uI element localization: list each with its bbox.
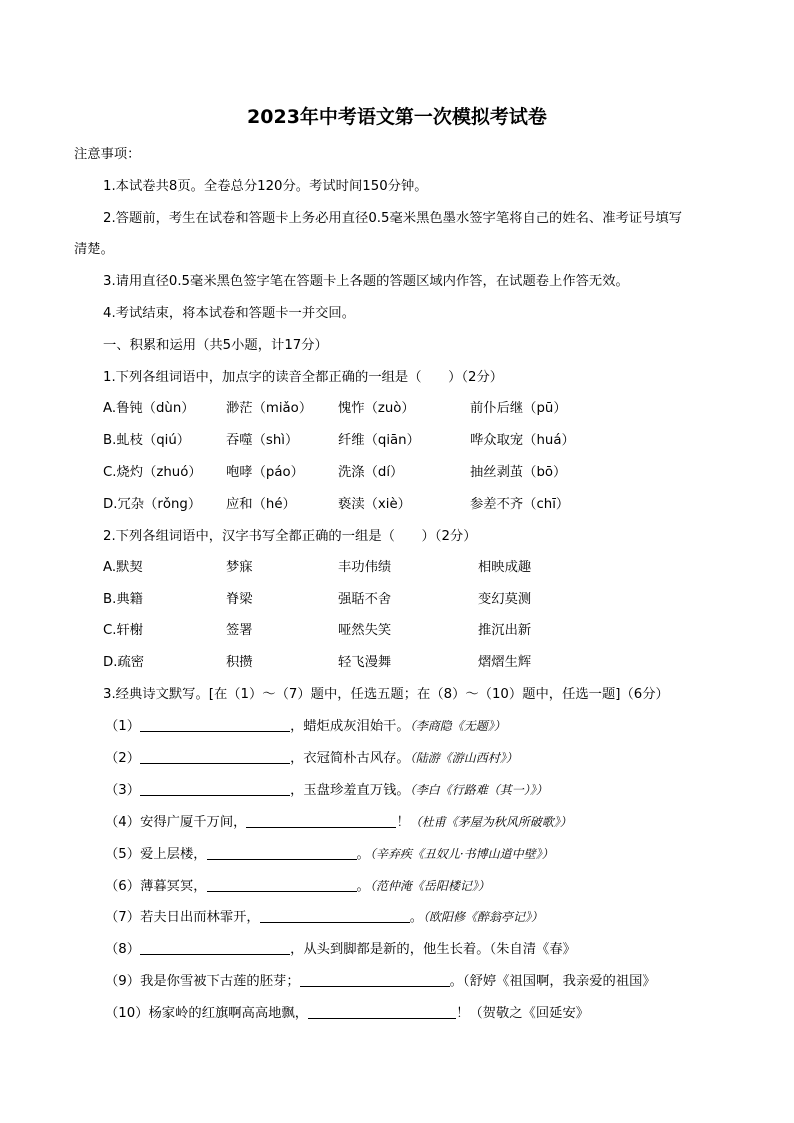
exam-title: 2023年中考语文第一次模拟考试卷	[247, 106, 547, 128]
q3-item-5-source: （辛弃疾《丑奴儿·书博山道中壁》）	[369, 847, 554, 861]
q2-a-1: A.默契	[103, 560, 143, 575]
q3-item-10-text: ！	[456, 1006, 470, 1021]
q2-c-4: 推沉出新	[478, 623, 532, 638]
q3-item-5-num: （5）	[105, 847, 141, 862]
q1-d-3: 亵渎（xiè）	[338, 497, 411, 512]
q3-item-4-num: （4）	[105, 815, 141, 830]
q3-item-10-pre: 杨家岭的红旗啊高高地飘，	[148, 1006, 309, 1021]
q3-item-5	[105, 845, 554, 863]
q1-c-4: 抽丝剥茧（bō）	[470, 465, 567, 480]
q3-item-2-text: ，衣冠简朴古风存。	[290, 751, 410, 766]
q1-b-3: 纤维（qiān）	[338, 433, 420, 448]
q1-a-4: 前仆后继（pū）	[470, 401, 567, 416]
q3-item-9-blank[interactable]	[300, 972, 450, 987]
q3-item-3-num: （3）	[105, 783, 141, 798]
q3-item-10	[105, 1004, 589, 1022]
q2-b-1: B.典籍	[103, 592, 143, 607]
q3-item-7-text: 。	[409, 910, 424, 925]
q3-item-8-source: （朱自清《春》	[489, 942, 576, 957]
q3-item-1-blank[interactable]	[140, 717, 290, 732]
q2-d-3: 轻飞漫舞	[338, 655, 392, 670]
notice-heading: 注意事项：	[74, 147, 141, 162]
notice-item-2: 2.答题前，考生在试卷和答题卡上务必用直径0.5毫米黑色墨水签字笔将自己的姓名、准考证号填写	[103, 211, 683, 226]
q1-c-2: 咆哮（páo）	[226, 465, 304, 480]
q3-item-3-source: （李白《行路难（其一）》）	[409, 783, 548, 797]
q1-a-3: 愧怍（zuò）	[338, 401, 415, 416]
q1-b-1: B.虬枝（qiú）	[103, 433, 191, 448]
q1-a-1: A.鲁钝（dùn）	[103, 401, 195, 416]
q2-c-1: C.轩榭	[103, 623, 144, 638]
notice-item-3: 3.请用直径0.5毫米黑色签字笔在答题卡上各题的答题区域内作答，在试题卷上作答无效。	[103, 274, 629, 289]
q3-item-9	[105, 972, 656, 990]
q2-b-2: 脊梁	[226, 592, 253, 607]
q3-item-1-num: （1）	[105, 719, 141, 734]
q3-item-10-source: （贺敬之《回延安》	[469, 1006, 590, 1021]
q2-stem: 2.下列各组词语中，汉字书写全都正确的一组是（ ）（2分）	[103, 529, 477, 544]
q3-item-2-blank[interactable]	[140, 749, 290, 764]
section1-heading: 一、积累和运用（共5小题，计17分）	[103, 338, 328, 353]
q3-item-4-source: （杜甫《茅屋为秋风所破歌》）	[409, 815, 572, 829]
q1-stem: 1.下列各组词语中，加点字的读音全都正确的一组是（ ）（2分）	[103, 370, 504, 385]
q3-item-3	[105, 781, 548, 799]
q3-item-2-source: （陆游《游山西村》）	[409, 751, 518, 765]
q3-item-4-blank[interactable]	[246, 813, 396, 828]
q2-d-2: 积攒	[226, 655, 253, 670]
notice-item-2-cont: 清楚。	[74, 242, 114, 257]
q3-item-7-num: （7）	[105, 910, 141, 925]
notice-item-1: 1.本试卷共8页。全卷总分120分。考试时间150分钟。	[103, 179, 428, 194]
q2-c-2: 签署	[226, 623, 253, 638]
q3-item-6	[105, 877, 490, 895]
q1-b-4: 哗众取宠（huá）	[470, 433, 575, 448]
q3-item-1-text: ，蜡炬成灰泪始干。	[290, 719, 410, 734]
q3-item-7-pre: 若夫日出而林霏开，	[140, 910, 260, 925]
q3-item-7-source: （欧阳修《醉翁亭记》）	[423, 910, 544, 924]
q3-item-9-text: 。	[449, 974, 463, 989]
q3-item-5-text: 。	[356, 847, 370, 862]
q3-item-4	[105, 813, 572, 831]
q3-item-6-text: 。	[356, 879, 370, 894]
q2-b-3: 强聒不舍	[338, 592, 392, 607]
q2-a-3: 丰功伟绩	[338, 560, 392, 575]
notice-item-4: 4.考试结束，将本试卷和答题卡一并交回。	[103, 306, 356, 321]
q3-item-8-blank[interactable]	[140, 940, 290, 955]
q2-b-4: 变幻莫测	[478, 592, 532, 607]
q1-c-1: C.烧灼（zhuó）	[103, 465, 202, 480]
q3-item-6-num: （6）	[105, 879, 141, 894]
q1-a-2: 渺茫（miǎo）	[226, 401, 313, 416]
q3-item-10-blank[interactable]	[308, 1004, 456, 1019]
q3-item-9-pre: 我是你雪被下古莲的胚芽；	[140, 974, 300, 989]
q3-item-1	[105, 717, 506, 735]
q3-item-7-blank[interactable]	[260, 908, 410, 923]
q1-d-4: 参差不齐（chī）	[470, 497, 570, 512]
q3-item-1-source: （李商隐《无题》）	[409, 719, 506, 733]
q3-item-8-text: ，从头到脚都是新的，他生长着。	[290, 942, 490, 957]
q3-item-9-num: （9）	[105, 974, 141, 989]
q3-item-5-blank[interactable]	[207, 845, 357, 860]
q2-a-4: 相映成趣	[478, 560, 532, 575]
q3-item-4-pre: 安得广厦千万间，	[140, 815, 247, 830]
q1-c-3: 洗涤（dí）	[338, 465, 404, 480]
q2-d-4: 熠熠生辉	[478, 655, 532, 670]
q3-item-2-num: （2）	[105, 751, 141, 766]
q2-a-2: 梦寐	[226, 560, 253, 575]
q3-item-6-blank[interactable]	[207, 877, 357, 892]
q3-item-9-source: （舒婷《祖国啊，我亲爱的祖国》	[462, 974, 656, 989]
q3-item-5-pre: 爱上层楼，	[140, 847, 207, 862]
q3-item-3-blank[interactable]	[140, 781, 290, 796]
q1-b-2: 吞噬（shì）	[226, 433, 299, 448]
q3-item-8	[105, 940, 576, 958]
q2-d-1: D.疏密	[103, 655, 145, 670]
q2-c-3: 哑然失笑	[338, 623, 392, 638]
q3-item-4-text: ！	[396, 815, 410, 830]
q3-item-6-source: （范仲淹《岳阳楼记》）	[369, 879, 490, 893]
q1-d-1: D.冗杂（rǒng）	[103, 497, 202, 512]
q3-item-8-num: （8）	[105, 942, 141, 957]
q3-item-10-num: （10）	[105, 1006, 149, 1021]
q3-stem: 3.经典诗文默写。[在（1）～（7）题中，任选五题；在（8）～（10）题中，任选一题]（6分）	[103, 687, 669, 702]
q3-item-2	[105, 749, 518, 767]
q3-item-6-pre: 薄暮冥冥，	[140, 879, 207, 894]
q3-item-7	[105, 908, 543, 926]
q1-d-2: 应和（hé）	[226, 497, 296, 512]
q3-item-3-text: ，玉盘珍羞直万钱。	[290, 783, 410, 798]
